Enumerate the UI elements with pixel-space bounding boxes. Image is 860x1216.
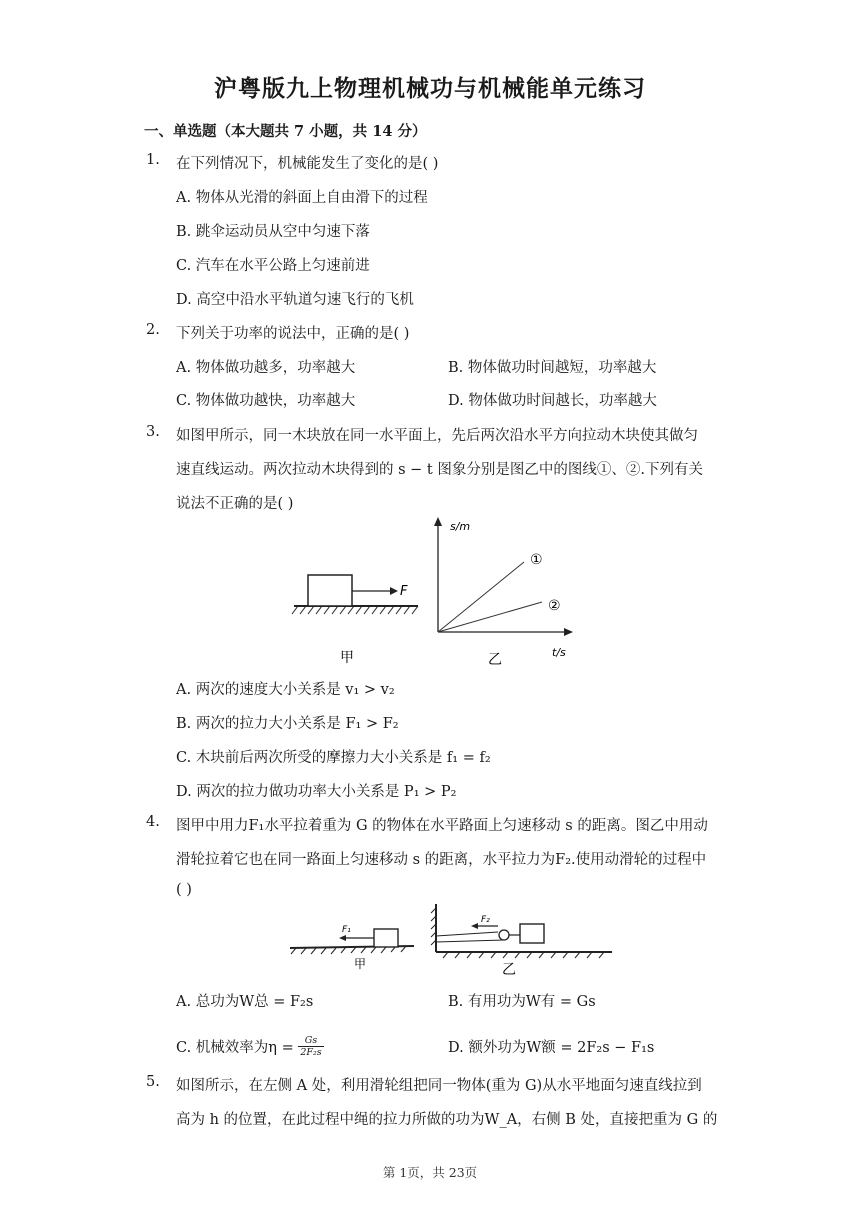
question-4-option-d: D. 额外功为W额 = 2F₂s − F₁s [448,1040,655,1056]
question-2-option-b: B. 物体做功时间越短，功率越大 [448,360,657,376]
question-1-option-c: C. 汽车在水平公路上匀速前进 [176,258,370,274]
figure-label-yi: 乙 [502,962,516,978]
page-footer: 第 1页，共 23页 [382,1165,478,1180]
figure-jia-pull-diagram [290,925,414,971]
question-3-option-b: B. 两次的拉力大小关系是 F₁ > F₂ [176,716,399,732]
question-3-option-d: D. 两次的拉力做功功率大小关系是 P₁ > P₂ [176,784,457,800]
question-3-text-line-2: 速直线运动。两次拉动木块得到的 s − t 图象分别是图乙中的图线①、②.下列有关 [176,462,703,478]
question-3-option-c: C. 木块前后两次所受的摩擦力大小关系是 f₁ = f₂ [176,750,491,766]
y-axis-label: s/m [450,520,471,533]
question-4-option-c [176,1036,324,1060]
efficiency-fraction [298,1035,323,1058]
question-2-text: 下列关于功率的说法中，正确的是( ) [176,326,410,342]
figure-yi-pulley-diagram [431,904,612,978]
figure-yi-st-graph [434,517,573,668]
question-2-option-c: C. 物体做功越快，功率越大 [176,393,356,409]
question-4-number: 4. [146,814,160,830]
graph-line-2-label: ② [548,598,561,614]
question-4-text-line-3: ( ) [176,882,192,898]
question-3-text-line-1: 如图甲所示，同一木块放在同一水平面上，先后两次沿水平方向拉动木块使其做匀 [176,428,698,444]
figure-jia-block-diagram [292,575,418,666]
object-block-jia [374,929,398,947]
fraction-denominator: 2F₂s [300,1046,322,1058]
question-1-option-b: B. 跳伞运动员从空中匀速下落 [176,224,370,240]
question-4-option-b: B. 有用功为W有 = Gs [448,994,596,1010]
fraction-numerator: Gs [298,1035,323,1047]
question-2-option-d: D. 物体做功时间越长，功率越大 [448,393,657,409]
question-2-number: 2. [146,322,160,338]
question-3-option-a: A. 两次的速度大小关系是 v₁ > v₂ [176,682,395,698]
wooden-block [308,575,352,606]
question-1-option-d: D. 高空中沿水平轨道匀速飞行的飞机 [176,292,414,308]
figure-label-jia: 甲 [354,957,367,971]
option-c-prefix: C. 机械效率为η = [176,1040,299,1056]
question-3-text-line-3: 说法不正确的是( ) [176,496,294,512]
x-axis-label: t/s [552,646,566,659]
force-label-f2: F₂ [481,915,490,925]
object-block-yi [520,924,544,943]
question-3-number: 3. [146,424,160,440]
movable-pulley [499,930,509,940]
question-1-option-a: A. 物体从光滑的斜面上自由滑下的过程 [176,190,428,206]
section-heading: 一、单选题（本大题共 7 小题，共 14 分） [144,123,427,140]
question-2-option-a: A. 物体做功越多，功率越大 [176,360,356,376]
question-1-text: 在下列情况下，机械能发生了变化的是( ) [176,156,439,172]
force-label-f: F [400,584,408,599]
figure-label-jia: 甲 [340,650,354,666]
question-4-text-line-2: 滑轮拉着它也在同一路面上匀速移动 s 的距离，水平拉力为F₂.使用动滑轮的过程中 [176,852,707,868]
force-label-f1: F₁ [342,925,351,935]
question-4-text-line-1: 图甲中用力F₁水平拉着重为 G 的物体在水平路面上匀速移动 s 的距离。图乙中用动 [176,818,708,834]
graph-line-1-label: ① [530,552,543,568]
question-4-option-a: A. 总功为W总 = F₂s [176,994,314,1010]
question-5-number: 5. [146,1074,160,1090]
question-3-figure [286,514,586,670]
question-5-text-line-2: 高为 h 的位置，在此过程中绳的拉力所做的功为W_A，右侧 B 处，直接把重为 G 的 [176,1112,718,1128]
page-title: 沪粤版九上物理机械功与机械能单元练习 [214,75,646,102]
graph-line-1 [438,562,524,632]
question-1-number: 1. [146,152,160,168]
question-5-text-line-1: 如图所示，在左侧 A 处，利用滑轮组把同一物体(重为 G)从水平地面匀速直线拉到 [176,1078,702,1094]
question-4-figure [288,902,618,978]
graph-line-2 [438,602,542,632]
figure-label-yi: 乙 [488,652,502,668]
